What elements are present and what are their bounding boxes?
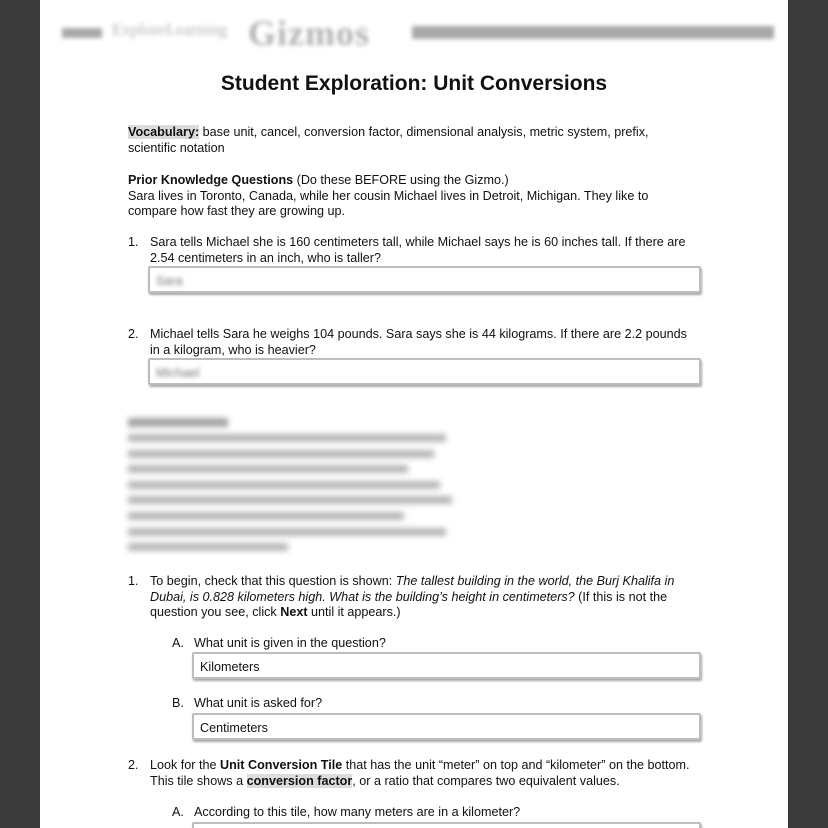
question-number: 2. xyxy=(128,327,139,341)
question-letter: B. xyxy=(172,696,184,710)
question-letter: A. xyxy=(172,636,184,650)
header-bar-right xyxy=(412,26,774,39)
question-letter: A. xyxy=(172,805,184,819)
prior-knowledge-intro: Sara lives in Toronto, Canada, while her cousin Michael lives in Detroit, Michigan. They like to compare how fast they are growing up. xyxy=(128,188,649,218)
q2-bold-term-tile: Unit Conversion Tile xyxy=(220,758,343,772)
gizmos-header-banner xyxy=(62,14,774,54)
q2-bold-term-conversion-factor: conversion factor xyxy=(246,773,353,788)
answer-text: Centimeters xyxy=(200,721,268,735)
question-number: 1. xyxy=(128,574,139,588)
q1-mid: (If this is not the question you see, click xyxy=(150,589,668,619)
q1-italic-question: The tallest building in the world, the Burj Khalifa in Dubai, is 0.828 kilometers high. What is the building’s height in centimeters? xyxy=(150,574,675,604)
prior-knowledge-section xyxy=(128,173,700,220)
answer-text: Kilometers xyxy=(200,660,260,674)
answer-text: Sara xyxy=(156,274,183,288)
brand-text: ExploreLearning xyxy=(112,20,228,39)
answer-text: Michael xyxy=(156,366,200,380)
q2-post: , or a ratio that compares two equivalent values. xyxy=(352,773,620,788)
question-text: Michael tells Sara he weighs 104 pounds. Sara says she is 44 kilograms. If there are 2.2 pounds in a kilogram, who is heavier? xyxy=(150,327,687,357)
question-text: According to this tile, how many meters are in a kilometer? xyxy=(194,805,521,819)
vocabulary-text: base unit, cancel, conversion factor, dimensional analysis, metric system, prefix, scientific notation xyxy=(128,125,649,155)
gizmos-logo: Gizmos xyxy=(248,13,370,53)
question-number: 2. xyxy=(128,758,139,772)
q1-post: until it appears.) xyxy=(307,605,401,619)
question-number: 1. xyxy=(128,235,139,249)
question-text: What unit is asked for? xyxy=(194,696,323,710)
answer-field-prior-2[interactable] xyxy=(148,358,701,385)
header-bar-left xyxy=(62,28,102,38)
prior-knowledge-heading: Prior Knowledge Questions xyxy=(128,173,294,187)
answer-field-1a[interactable] xyxy=(192,652,701,679)
prior-knowledge-note: (Do these BEFORE using the Gizmo.) xyxy=(293,173,509,187)
q2-pre: Look for the xyxy=(150,758,221,772)
q1-next-word: Next xyxy=(280,605,308,619)
question-text: What unit is given in the question? xyxy=(194,636,386,650)
answer-field-2a[interactable] xyxy=(192,822,701,828)
answer-field-prior-1[interactable] xyxy=(148,266,701,293)
vocabulary-line xyxy=(128,125,700,156)
question-text: Sara tells Michael she is 160 centimeters tall, while Michael says he is 60 inches tall. If there are 2.54 centimeters in an inch, who is taller? xyxy=(150,235,686,265)
gizmo-warmup-blurred-text xyxy=(128,418,458,559)
page-title: Student Exploration: Unit Conversions xyxy=(220,72,608,95)
vocabulary-label: Vocabulary: xyxy=(128,125,200,139)
document-page xyxy=(40,0,788,828)
answer-field-1b[interactable] xyxy=(192,713,701,740)
q2-mid: that has the unit “meter” on top and “kilometer” on the bottom. This tile shows a xyxy=(150,758,690,788)
q1-pre: To begin, check that this question is shown: xyxy=(150,574,396,588)
